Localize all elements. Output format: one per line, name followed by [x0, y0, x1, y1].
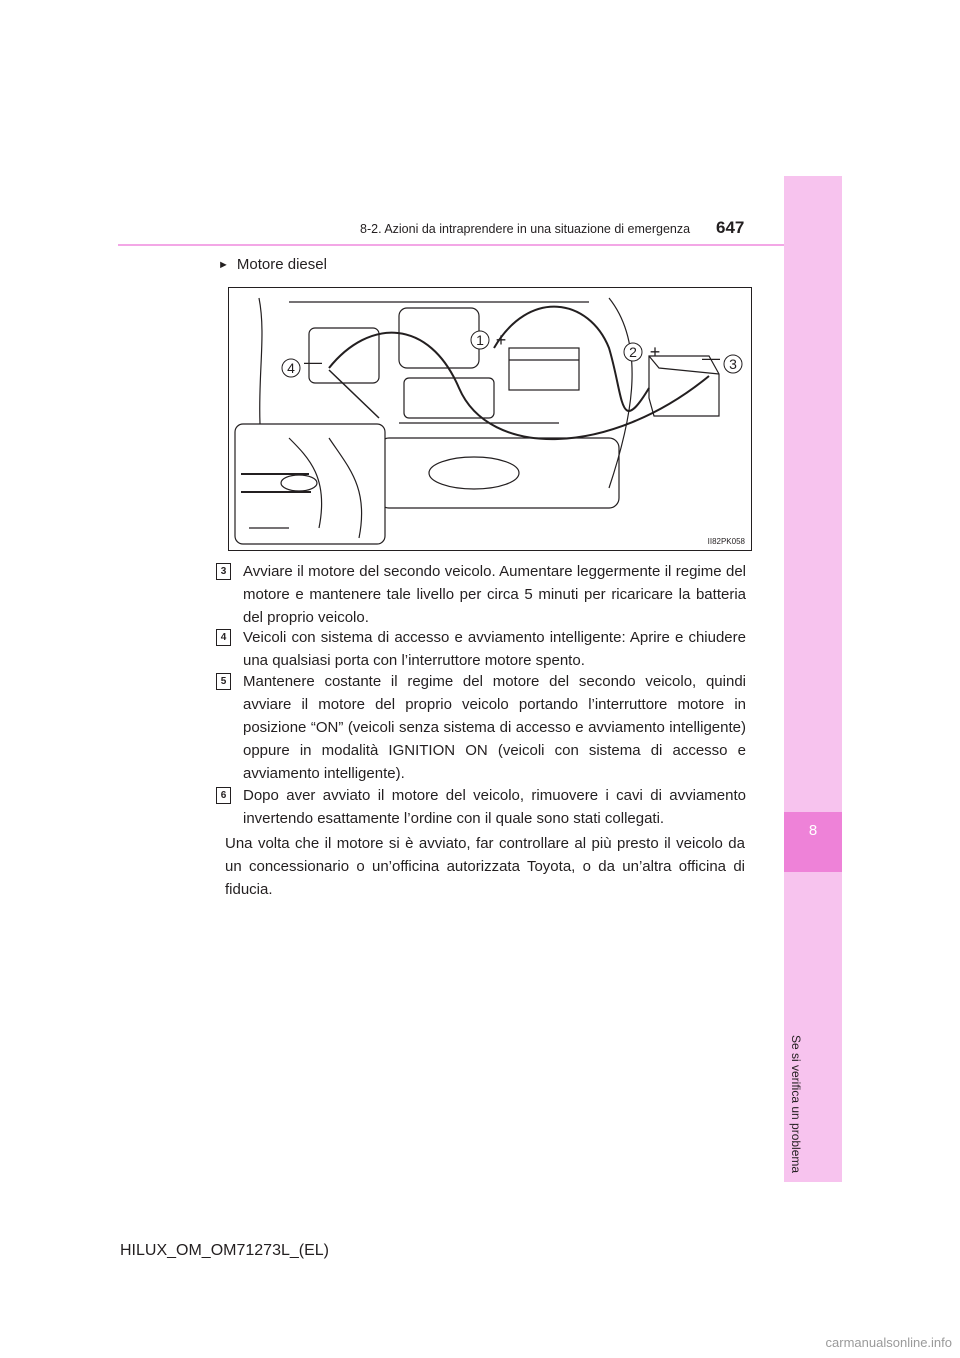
jump-start-illustration — [228, 287, 752, 551]
watermark: carmanualsonline.info — [825, 1335, 952, 1350]
step-number-badge: 4 — [216, 629, 231, 646]
subheading-text: Motore diesel — [236, 256, 327, 273]
step-number-badge: 5 — [216, 673, 231, 690]
step-text: Dopo aver avviato il motore del veicolo, rimuovere i cavi di avviamento invertendo esattamente l’ordine con il quale sono stati collegati. — [243, 787, 746, 827]
callout-3: 3 — [729, 356, 737, 372]
header-rule — [118, 244, 784, 246]
inset-leader-line — [329, 370, 379, 418]
engine-block — [404, 378, 494, 418]
callout-1: 1 — [476, 332, 484, 348]
page-number: 647 — [716, 218, 745, 237]
chapter-number: 8 — [808, 822, 818, 839]
step-text: Mantenere costante il regime del motore del secondo veicolo, quindi avviare il motore del proprio veicolo portando l’interruttore motore in posizione “ON” (veicoli senza sistema di accesso e avviamento intelligente) oppure in modalità IGNITION ON (veicoli con sistema di accesso e avviamento intelligente). — [243, 673, 746, 782]
own-battery — [509, 348, 579, 390]
svg-text:+: + — [649, 342, 661, 362]
closing-paragraph: Una volta che il motore si è avviato, far controllare al più presto il veicolo da un concessionario o un’officina autorizzata Toyota, o da un’altra officina di fiducia. — [225, 835, 745, 898]
front-grille — [379, 438, 619, 508]
step-number-badge: 3 — [216, 563, 231, 580]
side-chapter-tab — [784, 176, 842, 1182]
engine-cover — [399, 308, 479, 368]
subheading — [218, 256, 327, 273]
step-text: Avviare il motore del secondo veicolo. Aumentare leggermente il regime del motore e mantenere tale livello per circa 5 minuti per ricaricare la batteria del proprio veicolo. — [243, 563, 746, 626]
triangle-bullet-icon: ► — [218, 259, 229, 271]
step-3 — [216, 560, 746, 629]
positive-jumper-cable — [494, 307, 649, 411]
step-6 — [216, 784, 746, 830]
side-chapter-tab-active — [784, 812, 842, 872]
svg-text:+: + — [495, 330, 507, 350]
inset-detail-box — [235, 424, 385, 544]
document-footer: HILUX_OM_OM71273L_(EL) — [120, 1242, 329, 1259]
emblem — [429, 457, 519, 489]
callout-4: 4 — [287, 360, 295, 376]
step-text: Veicoli con sistema di accesso e avviamento intelligente: Aprire e chiudere una qualsiasi porta con l’interruttore motore spento. — [243, 629, 746, 669]
step-5 — [216, 670, 746, 785]
callout-2: 2 — [629, 344, 637, 360]
header-section-title: 8-2. Azioni da intraprendere in una situazione di emergenza — [360, 222, 691, 236]
step-4 — [216, 626, 746, 672]
step-number-badge: 6 — [216, 787, 231, 804]
engine-bay-drawing — [229, 288, 751, 550]
svg-text:—: — — [304, 352, 322, 372]
figure-code: II82PK058 — [707, 537, 745, 546]
svg-text:—: — — [702, 348, 720, 368]
